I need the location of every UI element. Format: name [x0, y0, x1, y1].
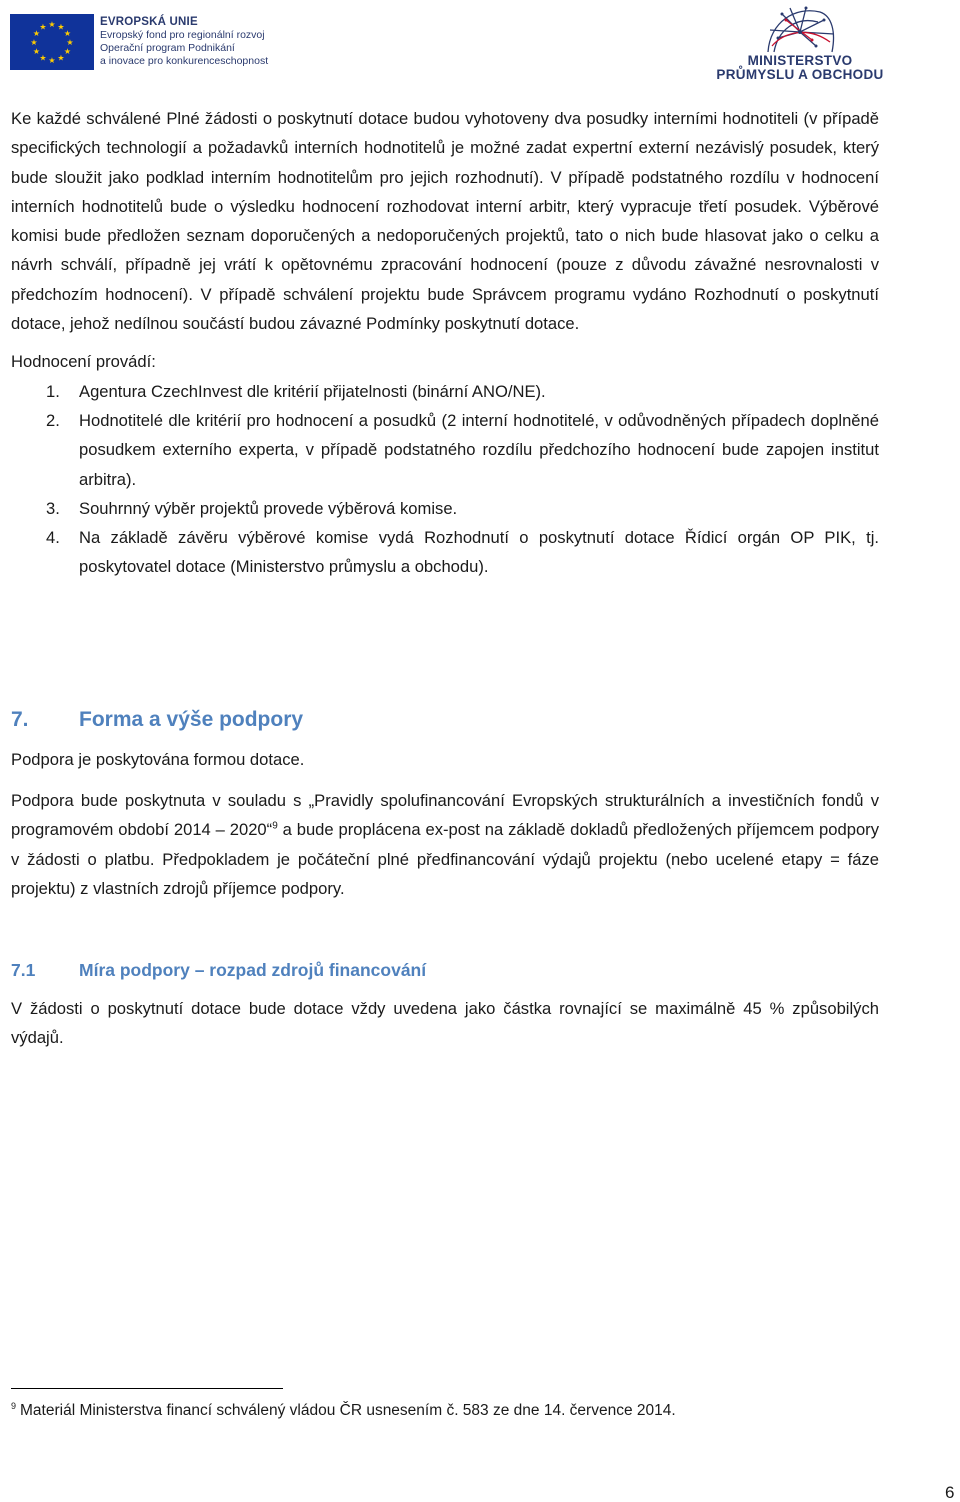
- section-7-1-title: Míra podpory – rozpad zdrojů financování: [79, 960, 427, 980]
- section-7-1-paragraph: V žádosti o poskytnutí dotace bude dotace vždy uvedena jako částka rovnající se maximálně 45 % způsobilých výdajů.: [11, 999, 879, 1048]
- section-7-paragraph-2: Podpora bude poskytnuta v souladu s „Pravidly spolufinancování Evropských strukturálních a investičních fondů v programovém období 2014 – 2020“$^9$ a bude proplácena ex-post na základě dokladů předložených příjemcem podpory v žádosti o platbu. Předpokladem je počáteční plné předfinancování výdajů projektu (nebo ucelené etapy = fáze projektu) z vlastních zdrojů příjemce podpory.: [11, 791, 879, 898]
- eu-logo-line2: Evropský fond pro regionální rozvoj: [100, 29, 265, 41]
- section-7-heading: [11, 703, 303, 737]
- section-7-paragraph-1: Podpora je poskytována formou dotace.: [11, 750, 305, 769]
- evaluation-paragraph: Ke každé schválené Plné žádosti o poskytnutí dotace budou vyhotoveny dva posudky interními hodnotiteli (v případě specifických technologií a požadavků interních hodnotitelů je možné zadat expertní externí nezávislý posudek, který bude sloužit jako podklad interním hodnotitelům pro jejich rozhodnutí). V případě podstatného rozdílu v hodnocení interních hodnotitelů bude o výsledku hodnocení rozhodovat interní arbitr, který vypracuje třetí posudek. Výběrové komisi bude předložen seznam doporučených a nedoporučených projektů, tato o nich bude hlasovat jako o celku a návrh schválí, případně jej vrátí k opětovnému zpracování hodnocení (pouze z důvodu závažné nesrovnalosti v předchozím hodnocení). V případě schválení projektu bude Správcem programu vydáno Rozhodnutí o poskytnutí dotace, jehož nedílnou součástí budou závazné Podmínky poskytnutí dotace.: [11, 109, 879, 334]
- mpo-emblem-icon: [760, 2, 840, 54]
- svg-text:★: ★: [39, 22, 47, 32]
- footnote-divider: [11, 1388, 283, 1389]
- eu-flag-icon: [10, 14, 94, 70]
- footnote-number: 9: [11, 1400, 17, 1411]
- svg-text:★: ★: [39, 53, 47, 63]
- svg-text:★: ★: [48, 20, 56, 29]
- eu-logo-line3: Operační program Podnikání: [100, 42, 235, 54]
- eu-logo: [10, 14, 268, 70]
- section-7-number: 7.: [11, 708, 29, 731]
- section-7-title: Forma a výše podpory: [79, 708, 304, 731]
- footnote: [11, 1400, 676, 1422]
- eu-logo-line1: EVROPSKÁ UNIE: [100, 16, 198, 28]
- evaluators-list: [11, 377, 879, 582]
- svg-text:★: ★: [30, 38, 38, 47]
- eu-logo-text: [100, 14, 268, 68]
- list-item: 3. Souhrnný výběr projektů provede výběrová komise.: [46, 498, 458, 518]
- mpo-logo: [712, 2, 888, 82]
- list-item: 2. Hodnotitelé dle kritérií pro hodnocení a posudků (2 interní hodnotitelé, v odůvodněných případech doplněné posudkem externího experta, v případě podstatného rozdílu předchozího hodnocení bude zapojen institut arbitra).: [46, 410, 879, 489]
- svg-text:★: ★: [63, 47, 72, 56]
- list-item: 4. Na základě závěru výběrové komise vydá Rozhodnutí o poskytnutí dotace Řídicí orgán OP PIK, tj. poskytovatel dotace (Ministerstvo průmyslu a obchodu).: [46, 528, 879, 577]
- svg-text:★: ★: [57, 22, 65, 32]
- mpo-logo-line2: PRŮMYSLU A OBCHODU: [716, 67, 884, 82]
- svg-text:★: ★: [32, 29, 41, 38]
- evaluators-intro: Hodnocení provádí:: [11, 352, 156, 372]
- svg-text:★: ★: [66, 38, 74, 47]
- footnote-text: Materiál Ministerstva financí schválený vládou ČR usnesením č. 583 ze dne 14. července 2014.: [20, 1402, 676, 1419]
- main-content: [11, 104, 879, 582]
- section-7-1-number: 7.1: [11, 960, 36, 980]
- mpo-logo-line1: MINISTERSTVO: [747, 53, 853, 68]
- footnote-reference[interactable]: 9: [272, 820, 278, 832]
- list-item: 1. Agentura CzechInvest dle kritérií přijatelnosti (binární ANO/NE).: [46, 381, 546, 401]
- section-7-1-heading: [11, 955, 426, 985]
- svg-text:★: ★: [57, 53, 65, 63]
- svg-text:★: ★: [48, 56, 56, 65]
- page-number: 6: [945, 1483, 955, 1502]
- eu-logo-line4: a inovace pro konkurenceschopnost: [100, 55, 269, 67]
- svg-text:★: ★: [63, 29, 72, 38]
- svg-text:★: ★: [32, 47, 41, 56]
- page-header: [0, 0, 960, 86]
